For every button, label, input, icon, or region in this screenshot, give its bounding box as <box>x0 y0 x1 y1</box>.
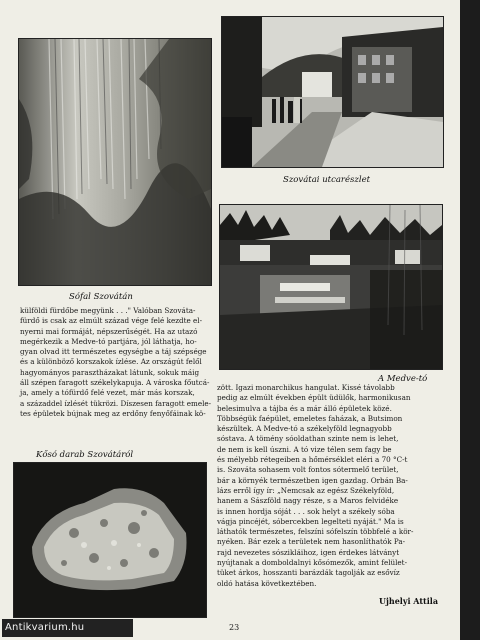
article-line: zött. Igazi monarchikus hangulat. Kissé távolabb <box>217 383 395 392</box>
salt-piece-photo <box>13 462 207 618</box>
article-line: nyújtanak a domboldalnyi kősómezők, amint felület- <box>217 558 407 568</box>
article-line: készültek. A Medve-tó a székelyföld legnagyobb <box>217 424 392 434</box>
article-line: megérkezik a Medve-tó partjára, jól láthatja, ho- <box>20 336 197 346</box>
author-signature: Ujhelyi Attila <box>379 596 439 606</box>
article-line: tüket árkos, hosszanti barázdák tagolják az esővíz <box>217 568 400 578</box>
article-right-column <box>217 383 443 589</box>
article-line: és mélyebb rétegeiben a hőmérséklet eléri a 70 °C-t <box>217 455 408 465</box>
article-line: gyan olvad itt természetes egységbe a táj szépsége <box>20 347 207 357</box>
street-caption: Szovátai utcarészlet <box>283 175 371 185</box>
article-left-column <box>20 306 213 419</box>
article-line: Többségük faépület, emeletes faházak, a Butsimon <box>217 413 403 423</box>
article-line: ja, amely a tófürdő felé vezet, már más korszak, <box>20 388 195 398</box>
article-line: vágja pincéjét, sóbercekben legelteti nyáját." Ma is <box>217 516 404 526</box>
article-line: hagyományos parasztházakat látunk, sokuk máig <box>20 367 200 377</box>
article-line: is innen hordja sóját . . . sok helyt a székely sóba <box>217 506 395 516</box>
article-line: nyéken. Bár ezek a területek nem hasonlíthatók Pa- <box>217 537 406 547</box>
article-line: a századdel ízlését tükrözi. Díszesen faragott emele- <box>20 398 212 408</box>
article-line: bár a környék természetben igen gazdag. Orbán Ba- <box>217 475 408 485</box>
article-line: oldó hatása következtében. <box>217 578 317 588</box>
page-edge-shadow <box>460 0 480 640</box>
article-line: láthatók természetes, felszíni sófelszín többfelé a kör- <box>217 527 414 537</box>
article-line: külföldi fürdőbe megyünk . . ." Valóban Szováta- <box>20 306 196 315</box>
article-line: pedig az elmúlt években épült üdülők, harmonikusan <box>217 393 411 403</box>
article-line: és a különböző korszakok ízlése. Az országút felől <box>20 357 202 367</box>
salt-pillar-photo <box>18 38 212 286</box>
article-line: hanem a Sászföld nagy része, s a Maros felvidéke <box>217 496 399 506</box>
street-photo <box>221 16 444 168</box>
lake-caption: A Medve-tó <box>378 374 428 384</box>
article-line: tes épületek bújnak meg az erdőny fenyőfáinak kö- <box>20 408 206 418</box>
lake-photo <box>219 204 443 370</box>
article-line: áll szépen faragott székelykapuja. A városka főutcá- <box>20 378 210 388</box>
article-line: belesimulva a tájba és a már álló épületek közé. <box>217 403 392 413</box>
article-line: lázs erről így ír: „Nemcsak az egész Székelyföld, <box>217 485 395 495</box>
salt-piece-caption: Kősó darab Szovátáról <box>36 450 134 460</box>
article-line: is. Szováta sohasem volt fontos sótermelő terület, <box>217 465 399 475</box>
page-number: 23 <box>229 623 240 632</box>
watermark: Antikvarium.hu <box>2 619 133 637</box>
article-line: sóstava. A tömény sóoldathan szinte nem is lehet, <box>217 434 399 444</box>
article-line: fürdő is csak az elmúlt század vége felé kezdte el- <box>20 316 203 326</box>
article-line: de nem is kell úszni. A tó vize télen sem fagy be <box>217 444 392 454</box>
salt-pillar-caption: Sófal Szovátán <box>69 292 133 302</box>
article-line: rajd nevezetes sószikláihoz, igen érdekes látványt <box>217 547 400 557</box>
article-line: nyerni mai formáját, népszerűségét. Ha az utazó <box>20 326 198 336</box>
